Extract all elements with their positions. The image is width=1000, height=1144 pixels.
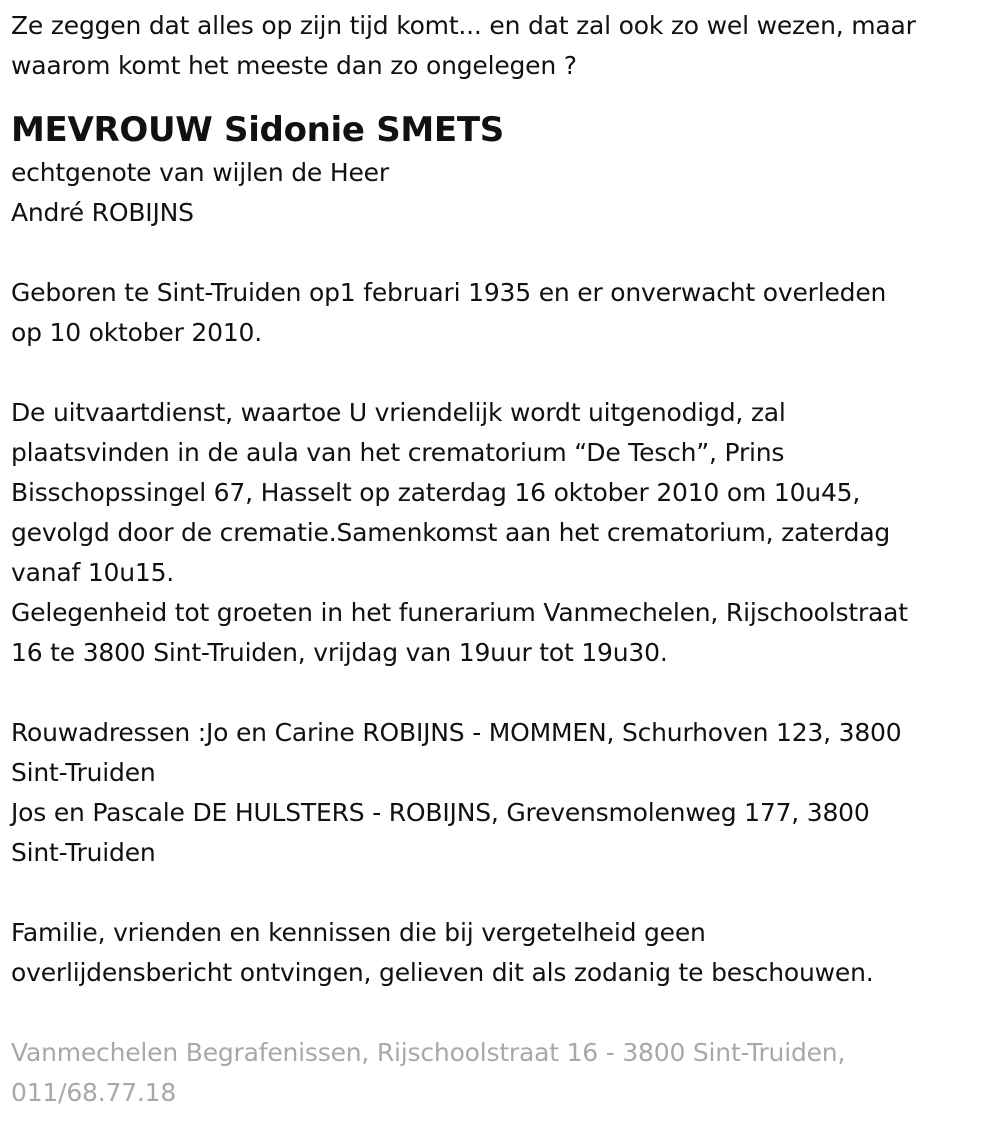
birth-death-line: op 10 oktober 2010. (11, 318, 262, 347)
notice-line: Familie, vrienden en kennissen die bij vergetelheid geen (11, 918, 706, 947)
intro-line: Ze zeggen dat alles op zijn tijd komt... en dat zal ook zo wel wezen, maar (11, 11, 916, 40)
address-line: Sint-Truiden (11, 758, 156, 787)
service-line: Bisschopssingel 67, Hasselt op zaterdag 16 oktober 2010 om 10u45, (11, 478, 861, 507)
address-line: Rouwadressen :Jo en Carine ROBIJNS - MOMMEN, Schurhoven 123, 3800 (11, 718, 902, 747)
notice-line: overlijdensbericht ontvingen, gelieven dit als zodanig te beschouwen. (11, 958, 874, 987)
service-line: vanaf 10u15. (11, 558, 175, 587)
relation-line: echtgenote van wijlen de Heer (11, 158, 389, 187)
footer-line: Vanmechelen Begrafenissen, Rijschoolstraat 16 - 3800 Sint-Truiden, (11, 1038, 846, 1067)
service-line: gevolgd door de crematie.Samenkomst aan het crematorium, zaterdag (11, 518, 891, 547)
birth-death-line: Geboren te Sint-Truiden op1 februari 1935 en er onverwacht overleden (11, 278, 887, 307)
service-line: 16 te 3800 Sint-Truiden, vrijdag van 19uur tot 19u30. (11, 638, 668, 667)
addresses-block (11, 713, 990, 873)
address-line: Sint-Truiden (11, 838, 156, 867)
footer-line: 011/68.77.18 (11, 1078, 177, 1107)
address-line: Jos en Pascale DE HULSTERS - ROBIJNS, Grevensmolenweg 177, 3800 (11, 798, 870, 827)
service-line: De uitvaartdienst, waartoe U vriendelijk wordt uitgenodigd, zal (11, 398, 786, 427)
intro-quote (11, 6, 990, 86)
relation-block (11, 153, 990, 233)
funeral-home-footer (11, 1033, 990, 1113)
deceased-name: MEVROUW Sidonie SMETS (11, 110, 504, 150)
birth-death-block (11, 273, 990, 353)
service-line: Gelegenheid tot groeten in het funerarium Vanmechelen, Rijschoolstraat (11, 598, 908, 627)
service-block (11, 393, 990, 673)
service-line: plaatsvinden in de aula van het crematorium “De Tesch”, Prins (11, 438, 785, 467)
notice-block (11, 913, 990, 993)
intro-line: waarom komt het meeste dan zo ongelegen ? (11, 51, 577, 80)
relation-line: André ROBIJNS (11, 198, 194, 227)
